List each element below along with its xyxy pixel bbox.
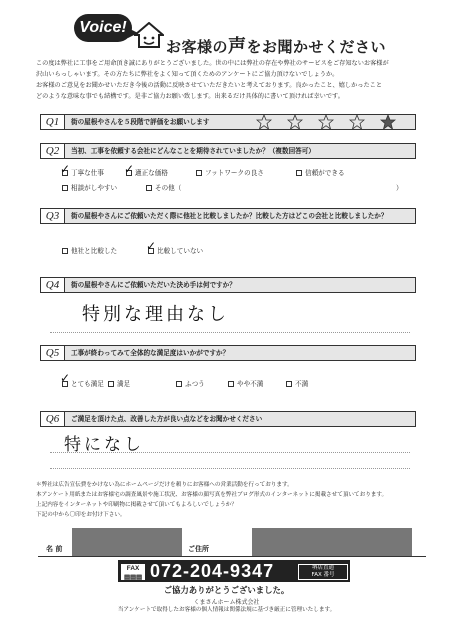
question-text: 街の屋根やさんを５段階で評価をお願いします xyxy=(71,118,210,126)
check-mark-icon: ✓ xyxy=(124,162,135,176)
checkbox[interactable] xyxy=(176,381,182,387)
star-icon[interactable] xyxy=(380,114,396,130)
q6-handwritten-answer: 特になし xyxy=(64,435,144,455)
checkbox[interactable] xyxy=(196,170,202,176)
question-number: Q6 xyxy=(41,412,65,426)
footer-note: 上記内容をインターネットや印刷物に掲載させて頂いてもよろしいでしょうか？ xyxy=(36,502,237,508)
checkbox[interactable] xyxy=(108,381,114,387)
intro-text xyxy=(36,58,426,102)
company-name: くまさんホーム株式会社 xyxy=(193,599,260,606)
question-text: 街の屋根やさんにご依頼いただいた決め手は何ですか？ xyxy=(71,281,236,289)
q4-handwritten-answer: 特別な理由なし xyxy=(82,304,229,325)
q5-option-very-satisfied[interactable]: とても満足 xyxy=(62,379,104,389)
q3-option-not-compared[interactable]: 比較していない xyxy=(148,246,203,256)
question-number: Q4 xyxy=(41,278,65,292)
survey-title: お客様の声をお聞かせください xyxy=(166,36,387,57)
question-3-bar xyxy=(40,208,416,224)
footer-note: ＊弊社は広告宣伝費をかけない為にホームページだけを頼りにお客様への営業活動を行っております。 xyxy=(36,482,293,488)
question-number: Q2 xyxy=(41,144,65,158)
privacy-note: 当アンケートで取得したお客様の個人情報は関係法規に基づき厳正に管理いたします。 xyxy=(117,607,336,613)
question-number: Q1 xyxy=(41,115,65,129)
q2-option-other-close: ） xyxy=(396,184,403,192)
fax-machine-icon: FAX ▤▤▤ xyxy=(120,563,146,581)
q2-option-careful-work[interactable]: 丁寧な仕事 xyxy=(62,168,104,178)
question-4-bar xyxy=(40,277,416,293)
checkbox[interactable] xyxy=(296,170,302,176)
footer-note: 下記の中から〇印をお付け下さい。 xyxy=(36,512,126,518)
intro-line: 沢山いらっしゃいます。その方たちに弊社をよく知って頂くためのアンケートにご協力頂けないでしょうか。 xyxy=(36,71,339,78)
q5-option-satisfied[interactable]: 満足 xyxy=(108,379,130,389)
voice-speech-bubble: Voice! xyxy=(74,14,132,42)
q5-option-somewhat-dissatisfied[interactable]: やや不満 xyxy=(228,379,263,389)
checkbox[interactable] xyxy=(228,381,234,387)
star-icon[interactable] xyxy=(256,114,272,130)
checkbox[interactable] xyxy=(62,248,68,254)
question-text: 工事が終わってみて全体的な満足度はいかがですか？ xyxy=(71,349,230,357)
house-icon xyxy=(134,22,164,48)
answer-line xyxy=(50,452,410,453)
q5-option-neutral[interactable]: ふつう xyxy=(176,379,205,389)
star-icon[interactable] xyxy=(318,114,334,130)
address-redacted-block xyxy=(252,528,412,556)
question-text: 街の屋根やさんにご依頼いただく際に他社と比較しましたか？比較した方はどこの会社と比較しましたか？ xyxy=(71,212,388,220)
intro-line: どのような意味な事でも結構です。是非ご協力お願い致します。出来るだけ具体的に書いて頂ければ幸いです。 xyxy=(36,93,344,100)
q3-option-compared[interactable]: 他社と比較した xyxy=(62,246,117,256)
footer-note: 本アンケート用紙またはお客様宅の調査風景や施工状況、お客様の顔写真を弊社ブログ形式のインターネットに掲載させて頂いております。 xyxy=(36,492,388,498)
check-mark-icon: ✓ xyxy=(146,239,157,253)
name-label: 名 前 xyxy=(46,545,63,553)
checkbox[interactable] xyxy=(146,185,152,191)
question-2-bar xyxy=(40,143,416,159)
check-mark-icon: ✓ xyxy=(60,162,71,176)
question-5-bar xyxy=(40,345,416,361)
star-icon[interactable] xyxy=(349,114,365,130)
fax-number[interactable]: 072-204-9347 xyxy=(150,561,275,581)
q2-option-other[interactable]: その他（ xyxy=(146,183,181,193)
thanks-message: ご協力ありがとうございました。 xyxy=(163,585,290,595)
checkbox[interactable] xyxy=(62,185,68,191)
q2-option-fair-price[interactable]: 適正な価格 xyxy=(126,168,168,178)
answer-line xyxy=(50,468,410,469)
answer-line xyxy=(50,332,410,333)
check-mark-icon: ✓ xyxy=(60,371,71,385)
q1-star-rating[interactable] xyxy=(254,114,414,134)
intro-line: この度は弊社に工事をご用命頂き誠にありがとうございました。世の中には弊社の存在や弊社のサービスをご存知ないお客様が xyxy=(36,60,389,67)
fax-direct-note: 堺店直通 FAX 番号 xyxy=(298,564,348,580)
survey-header xyxy=(0,0,453,60)
q2-option-trustworthy[interactable]: 信頼ができる xyxy=(296,168,345,178)
intro-line: お客様のご意見をお聞かせいただき今後の活動に反映させていただきたいと考えております。良かったこと、嬉しかったこと xyxy=(36,82,383,89)
question-number: Q5 xyxy=(41,346,65,360)
question-number: Q3 xyxy=(41,209,65,223)
question-6-bar xyxy=(40,411,416,427)
q2-option-footwork[interactable]: フットワークの良さ xyxy=(196,168,264,178)
checkbox[interactable] xyxy=(286,381,292,387)
footer-notes xyxy=(36,480,436,520)
q5-option-dissatisfied[interactable]: 不満 xyxy=(286,379,308,389)
q2-option-easy-to-consult[interactable]: 相談がしやすい xyxy=(62,183,117,193)
address-label: ご住所 xyxy=(188,545,209,553)
question-text: ご満足を頂けた点、改善した方が良い点などをお聞かせください xyxy=(71,415,263,423)
name-redacted-block xyxy=(72,528,182,556)
star-icon[interactable] xyxy=(287,114,303,130)
question-text: 当初、工事を依頼する会社にどんなことを期待されていましたか？（複数回答可） xyxy=(71,147,315,155)
